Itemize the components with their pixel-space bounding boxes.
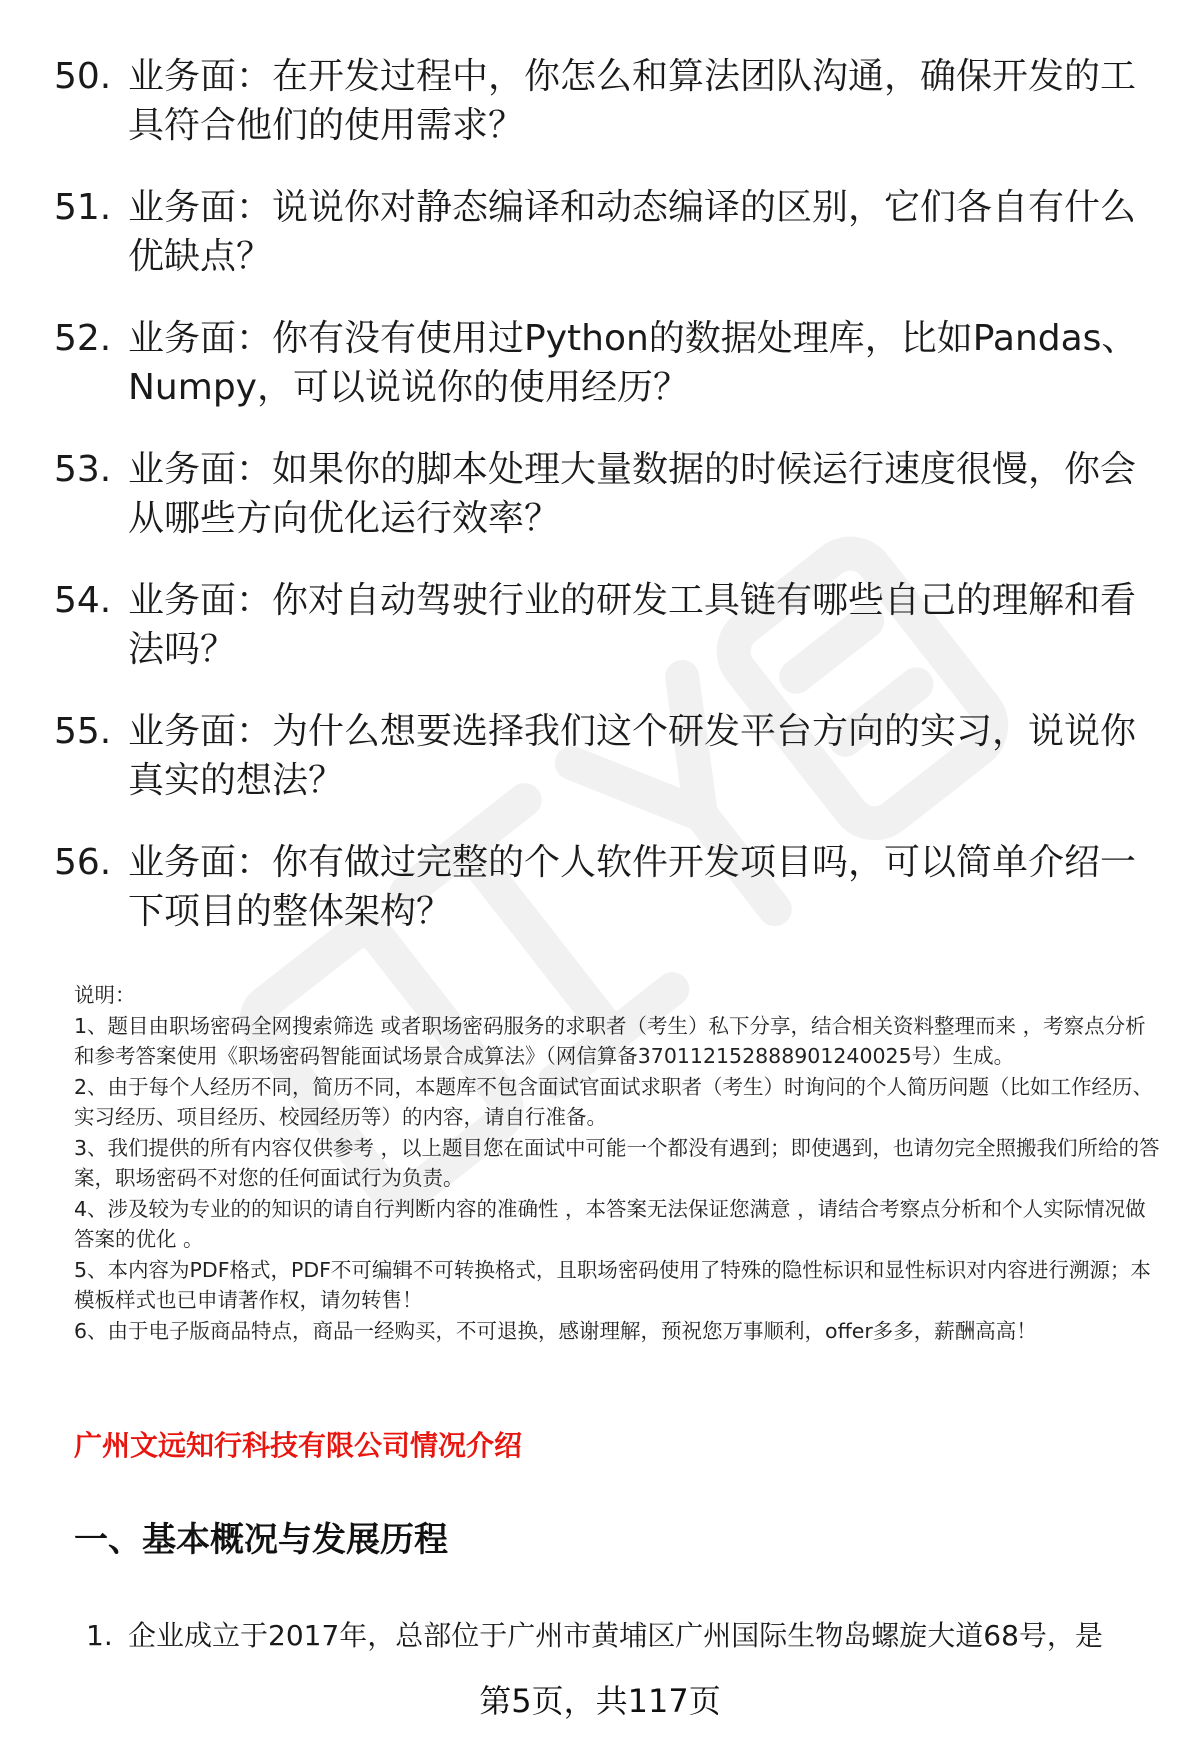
section-heading: 一、基本概况与发展历程	[74, 1520, 448, 1560]
question-number: 54.	[54, 580, 112, 621]
note-item: 4、涉及较为专业的的知识的请自行判断内容的准确性 ，本答案无法保证您满意 ，请结合考察点分析和个人实际情况做答案的优化 。	[74, 1196, 1146, 1251]
list-item	[86, 1616, 1166, 1656]
note-item: 5、本内容为PDF格式，PDF不可编辑不可转换格式，且职场密码使用了特殊的隐性标识和显性标识对内容进行溯源；本模板样式也已申请著作权，请勿转售！	[74, 1257, 1151, 1312]
question-number: 51.	[54, 187, 112, 228]
question-item	[0, 183, 1138, 281]
question-number: 55.	[54, 711, 112, 752]
company-title: 广州文远知行科技有限公司情况介绍	[74, 1429, 523, 1462]
question-text: 业务面：你对自动驾驶行业的研发工具链有哪些自己的理解和看法吗？	[128, 580, 1137, 670]
question-number: 53.	[54, 449, 112, 490]
question-item	[0, 576, 1138, 674]
question-number: 56.	[54, 842, 112, 883]
question-text: 业务面：你有没有使用过Python的数据处理库，比如Pandas、Numpy，可以说说你的使用经历？	[128, 318, 1138, 408]
note-item: 3、我们提供的所有内容仅供参考 ，以上题目您在面试中可能一个都没有遇到；即使遇到，也请勿完全照搬我们所给的答案，职场密码不对您的任何面试行为负责。	[74, 1135, 1160, 1190]
question-number: 50.	[54, 56, 112, 97]
list-item-number: 1.	[86, 1619, 113, 1652]
question-text: 业务面：说说你对静态编译和动态编译的区别，它们各自有什么优缺点？	[128, 187, 1137, 277]
question-text: 业务面：如果你的脚本处理大量数据的时候运行速度很慢，你会从哪些方向优化运行效率？	[128, 449, 1137, 539]
list-item-text: 企业成立于2017年，总部位于广州市黄埔区广州国际生物岛螺旋大道68号，是	[128, 1619, 1103, 1652]
question-number: 52.	[54, 318, 112, 359]
question-item	[0, 445, 1138, 543]
note-item: 6、由于电子版商品特点，商品一经购买，不可退换，感谢理解，预祝您万事顺利，offer多多，薪酬高高！	[74, 1318, 1037, 1343]
question-list	[0, 52, 1200, 969]
question-text: 业务面：为什么想要选择我们这个研发平台方向的实习，说说你真实的想法？	[128, 711, 1137, 801]
question-item	[0, 707, 1138, 805]
notes-title: 说明：	[74, 983, 136, 1007]
question-item	[0, 52, 1138, 150]
question-item	[0, 314, 1138, 412]
note-item: 2、由于每个人经历不同，简历不同，本题库不包含面试官面试求职者（考生）时询问的个人简历问题（比如工作经历、实习经历、项目经历、校园经历等）的内容，请自行准备。	[74, 1074, 1154, 1129]
notes-section	[74, 980, 1164, 1346]
note-item: 1、题目由职场密码全网搜索筛选 或者职场密码服务的求职者（考生）私下分享，结合相关资料整理而来 ，考察点分析和参考答案使用《职场密码智能面试场景合成算法》（网信算备370112152888901240025号）生成。	[74, 1013, 1146, 1068]
question-text: 业务面：你有做过完整的个人软件开发项目吗，可以简单介绍一下项目的整体架构？	[128, 842, 1137, 932]
question-item	[0, 838, 1138, 936]
question-text: 业务面：在开发过程中，你怎么和算法团队沟通，确保开发的工具符合他们的使用需求？	[128, 56, 1137, 146]
page-footer: 第5页，共117页	[479, 1682, 721, 1720]
